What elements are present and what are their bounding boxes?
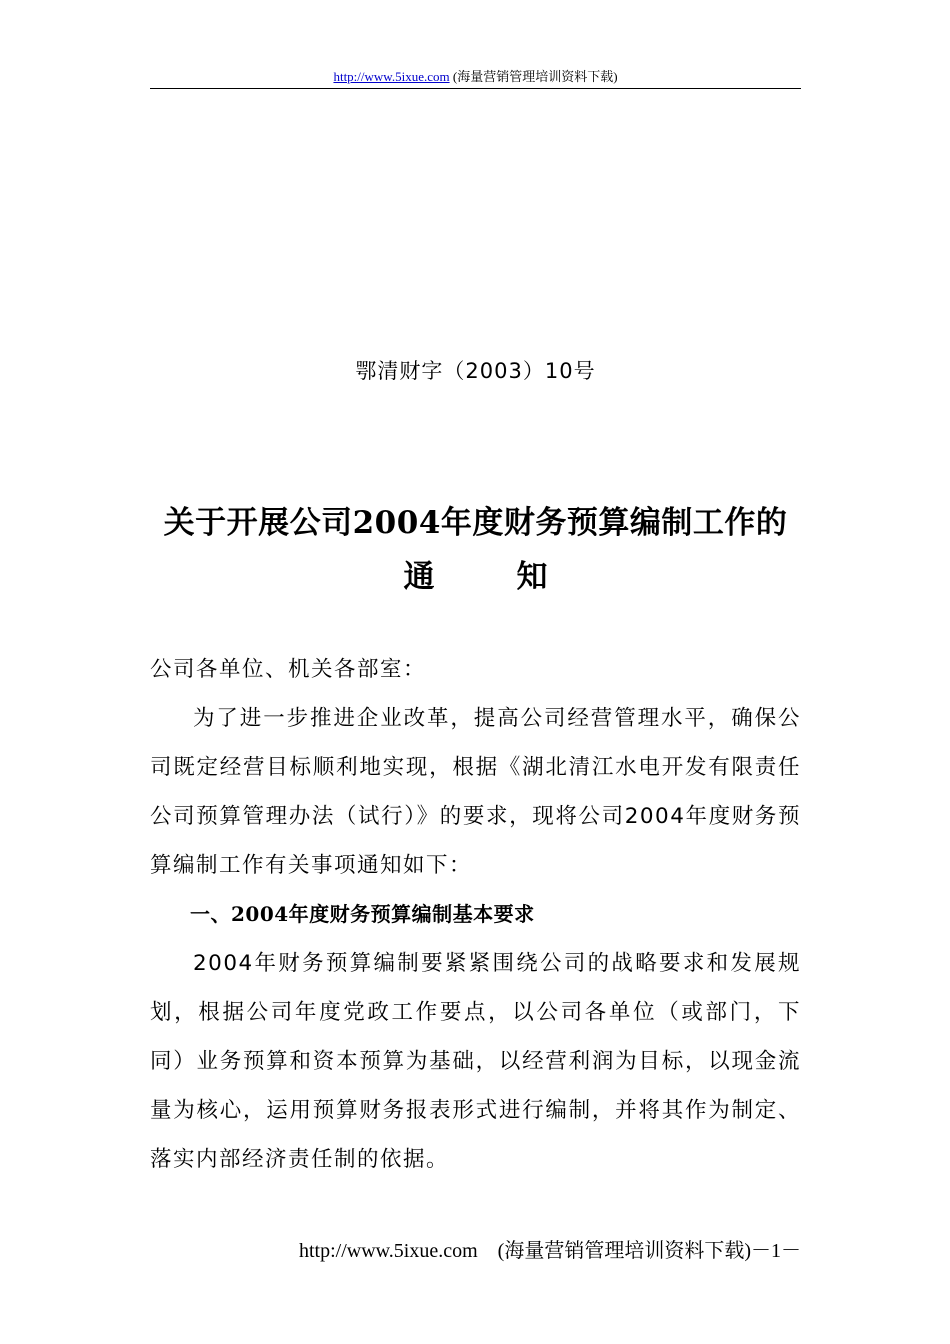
title-line-2 [150, 550, 801, 604]
title-word-1: 通 [403, 559, 435, 595]
header-link[interactable]: http://www.5ixue.com [333, 69, 450, 84]
title-line-1: 关于开展公司2004年度财务预算编制工作的 [163, 505, 788, 541]
salutation: 公司各单位、机关各部室： [150, 657, 427, 682]
page-footer: http://www.5ixue.com (海量营销管理培训资料下载)－1－ [298, 1240, 801, 1262]
document-title [150, 496, 801, 604]
header-rule [150, 88, 801, 89]
section-paragraph: 2004年财务预算编制要紧紧围绕公司的战略要求和发展规划，根据公司年度党政工作要点，以公司各单位（或部门，下同）业务预算和资本预算为基础，以经营利润为目标，以现金流量为核心，运用预算财务报表形式进行编制，并将其作为制定、落实内部经济责任制的依据。 [150, 951, 801, 1172]
intro-paragraph: 为了进一步推进企业改革，提高公司经营管理水平，确保公司既定经营目标顺利地实现，根据《湖北清江水电开发有限责任公司预算管理办法（试行）》的要求，现将公司2004年度财务预算编制工作有关事项通知如下： [150, 706, 801, 878]
document-body [150, 645, 801, 1184]
page-header [150, 68, 801, 86]
document-number: 鄂清财字（2003）10号 [355, 359, 596, 383]
section-heading: 一、2004年度财务预算编制基本要求 [190, 902, 535, 926]
title-word-2: 知 [516, 559, 548, 595]
header-note: (海量营销管理培训资料下载) [452, 69, 618, 84]
